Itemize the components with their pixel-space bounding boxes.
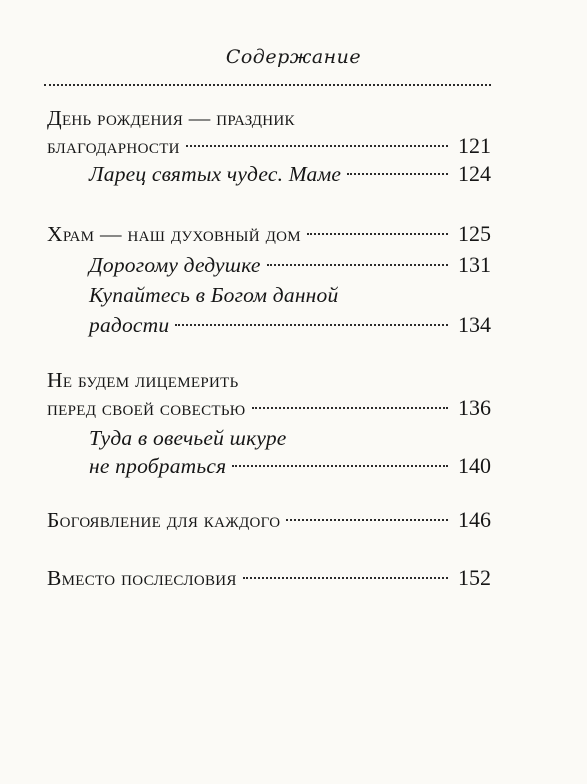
dot-leader [186, 145, 448, 147]
dot-leader [307, 233, 448, 235]
toc-entry-line [47, 103, 295, 133]
page-number: 152 [458, 565, 491, 590]
page-number: 136 [458, 395, 491, 420]
toc-entry-line [47, 393, 491, 423]
dot-leader [252, 407, 448, 409]
subentry-title: Купайтесь в Богом данной [89, 283, 339, 307]
page-number: 125 [458, 221, 491, 246]
page-number: 140 [458, 453, 491, 478]
toc-entry-line [47, 131, 491, 161]
entry-title: перед своей совестью [47, 396, 246, 420]
toc-entry-line [47, 563, 491, 593]
toc-entry-line [47, 365, 239, 395]
entry-title: Не будем лицемерить [47, 368, 239, 392]
entry-title: Храм — наш духовный дом [47, 222, 301, 246]
dot-leader [232, 465, 448, 467]
heading-dotted-rule [44, 84, 491, 86]
toc-subentry-line [89, 280, 338, 310]
page-number: 124 [458, 161, 491, 186]
subentry-title: Туда в овечьей шкуре [89, 426, 287, 450]
toc-subentry-line [89, 159, 491, 189]
toc-subentry-line [89, 451, 491, 481]
contents-heading: Содержание [225, 46, 362, 68]
dot-leader [243, 577, 448, 579]
page-number: 134 [458, 312, 491, 337]
subentry-title: Ларец святых чудес. Маме [89, 162, 342, 186]
dot-leader [267, 264, 448, 266]
entry-title: Богоявление для каждого [47, 508, 281, 532]
entry-title: День рождения — праздник [47, 106, 295, 130]
toc-subentry-line [89, 310, 491, 340]
dot-leader [175, 324, 448, 326]
page-number: 146 [458, 507, 491, 532]
subentry-title: Дорогому дедушке [89, 253, 261, 277]
toc-subentry-line [89, 250, 491, 280]
toc-entry-line [47, 505, 491, 535]
toc-entry-line [47, 219, 491, 249]
page-number: 121 [458, 133, 491, 158]
toc-subentry-line [89, 423, 287, 453]
entry-title: благодарности [47, 134, 180, 158]
dot-leader [286, 519, 448, 521]
entry-title: Вместо послесловия [47, 566, 237, 590]
page-number: 131 [458, 252, 491, 277]
dot-leader [347, 173, 448, 175]
subentry-title: радости [89, 313, 170, 337]
subentry-title: не пробраться [89, 454, 227, 478]
